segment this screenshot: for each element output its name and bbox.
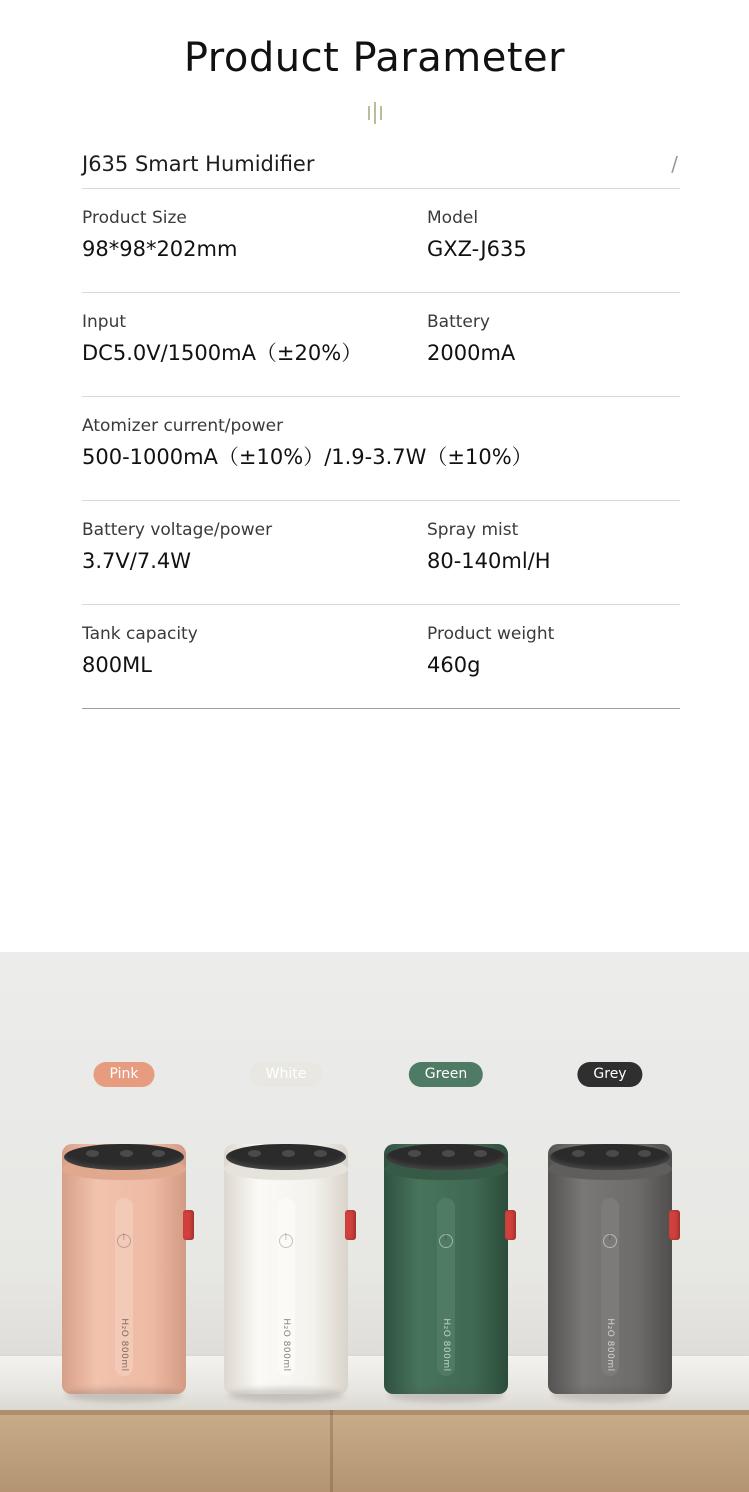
capacity-print: H₂O 800ml [119, 1318, 129, 1372]
page-header [0, 0, 749, 126]
power-icon [279, 1234, 293, 1248]
product-body [62, 1144, 186, 1394]
side-button [345, 1210, 356, 1240]
mist-nozzle-icon [442, 1150, 455, 1157]
table-row [82, 397, 680, 501]
mist-nozzle-icon [606, 1150, 619, 1157]
product-lid [386, 1144, 506, 1170]
power-icon [603, 1234, 617, 1248]
table-row [82, 293, 680, 397]
spec-cell-battery [381, 311, 680, 376]
spec-value: 500-1000mA（±10%）/1.9-3.7W（±10%） [82, 444, 533, 469]
product-shadow [66, 1388, 182, 1402]
mist-nozzle-icon [282, 1150, 295, 1157]
spec-value: 80-140ml/H [427, 548, 551, 573]
product-lid [550, 1144, 670, 1170]
product-photo [0, 952, 749, 1492]
mist-nozzle-icon [86, 1150, 99, 1157]
color-badge: White [250, 1062, 323, 1087]
product-lid [64, 1144, 184, 1170]
product-shadow [388, 1388, 504, 1402]
spec-value: DC5.0V/1500mA（±20%） [82, 340, 363, 365]
mist-nozzle-icon [474, 1150, 487, 1157]
page-title: Product Parameter [183, 35, 566, 81]
spec-value: 3.7V/7.4W [82, 548, 191, 573]
spec-label: Spray mist [427, 520, 519, 540]
spec-label: Battery voltage/power [82, 520, 273, 540]
product-light-strip [437, 1198, 455, 1376]
spec-cell-model [381, 207, 680, 272]
mist-nozzle-icon [638, 1150, 651, 1157]
color-badge: Pink [93, 1062, 154, 1087]
color-variant-group [0, 952, 749, 1492]
mist-nozzle-icon [314, 1150, 327, 1157]
capacity-print: H₂O 800ml [281, 1318, 291, 1372]
product-lid [226, 1144, 346, 1170]
capacity-print: H₂O 800ml [605, 1318, 615, 1372]
product-light-strip [277, 1198, 295, 1376]
product-body [224, 1144, 348, 1394]
spec-value: 2000mA [427, 340, 516, 365]
spec-cell-spray-mist [381, 519, 680, 584]
product-name: J635 Smart Humidifier [82, 152, 315, 176]
spec-label: Input [82, 312, 127, 332]
spec-table [82, 152, 680, 709]
spec-cell-product-size [82, 207, 381, 272]
power-icon [439, 1234, 453, 1248]
product-body [384, 1144, 508, 1394]
spec-label: Model [427, 208, 479, 228]
spec-cell-product-weight [381, 623, 680, 688]
spec-value: GXZ-J635 [427, 236, 527, 261]
side-button [505, 1210, 516, 1240]
side-button [669, 1210, 680, 1240]
side-button [183, 1210, 194, 1240]
spec-label: Product Size [82, 208, 187, 228]
table-row [82, 189, 680, 293]
power-icon [117, 1234, 131, 1248]
product-body [548, 1144, 672, 1394]
spec-cell-battery-voltage [82, 519, 381, 584]
spec-label: Tank capacity [82, 624, 198, 644]
spec-label: Atomizer current/power [82, 416, 284, 436]
ornament-divider-icon [0, 100, 749, 126]
mist-nozzle-icon [572, 1150, 585, 1157]
product-shadow [552, 1388, 668, 1402]
spec-cell-input [82, 311, 381, 376]
capacity-print: H₂O 800ml [441, 1318, 451, 1372]
product-shadow [228, 1388, 344, 1402]
color-badge: Green [409, 1062, 483, 1087]
mist-nozzle-icon [120, 1150, 133, 1157]
spec-label: Product weight [427, 624, 555, 644]
mist-nozzle-icon [248, 1150, 261, 1157]
spec-table-header [82, 152, 680, 189]
spec-value: 800ML [82, 652, 152, 677]
spec-value: 460g [427, 652, 481, 677]
spec-label: Battery [427, 312, 490, 332]
table-row [82, 605, 680, 709]
product-light-strip [115, 1198, 133, 1376]
mist-nozzle-icon [152, 1150, 165, 1157]
mist-nozzle-icon [408, 1150, 421, 1157]
color-badge: Grey [577, 1062, 642, 1087]
table-row [82, 501, 680, 605]
header-slash: / [671, 152, 678, 176]
product-light-strip [601, 1198, 619, 1376]
spec-value: 98*98*202mm [82, 236, 238, 261]
spec-cell-atomizer [82, 415, 680, 480]
spec-cell-tank-capacity [82, 623, 381, 688]
